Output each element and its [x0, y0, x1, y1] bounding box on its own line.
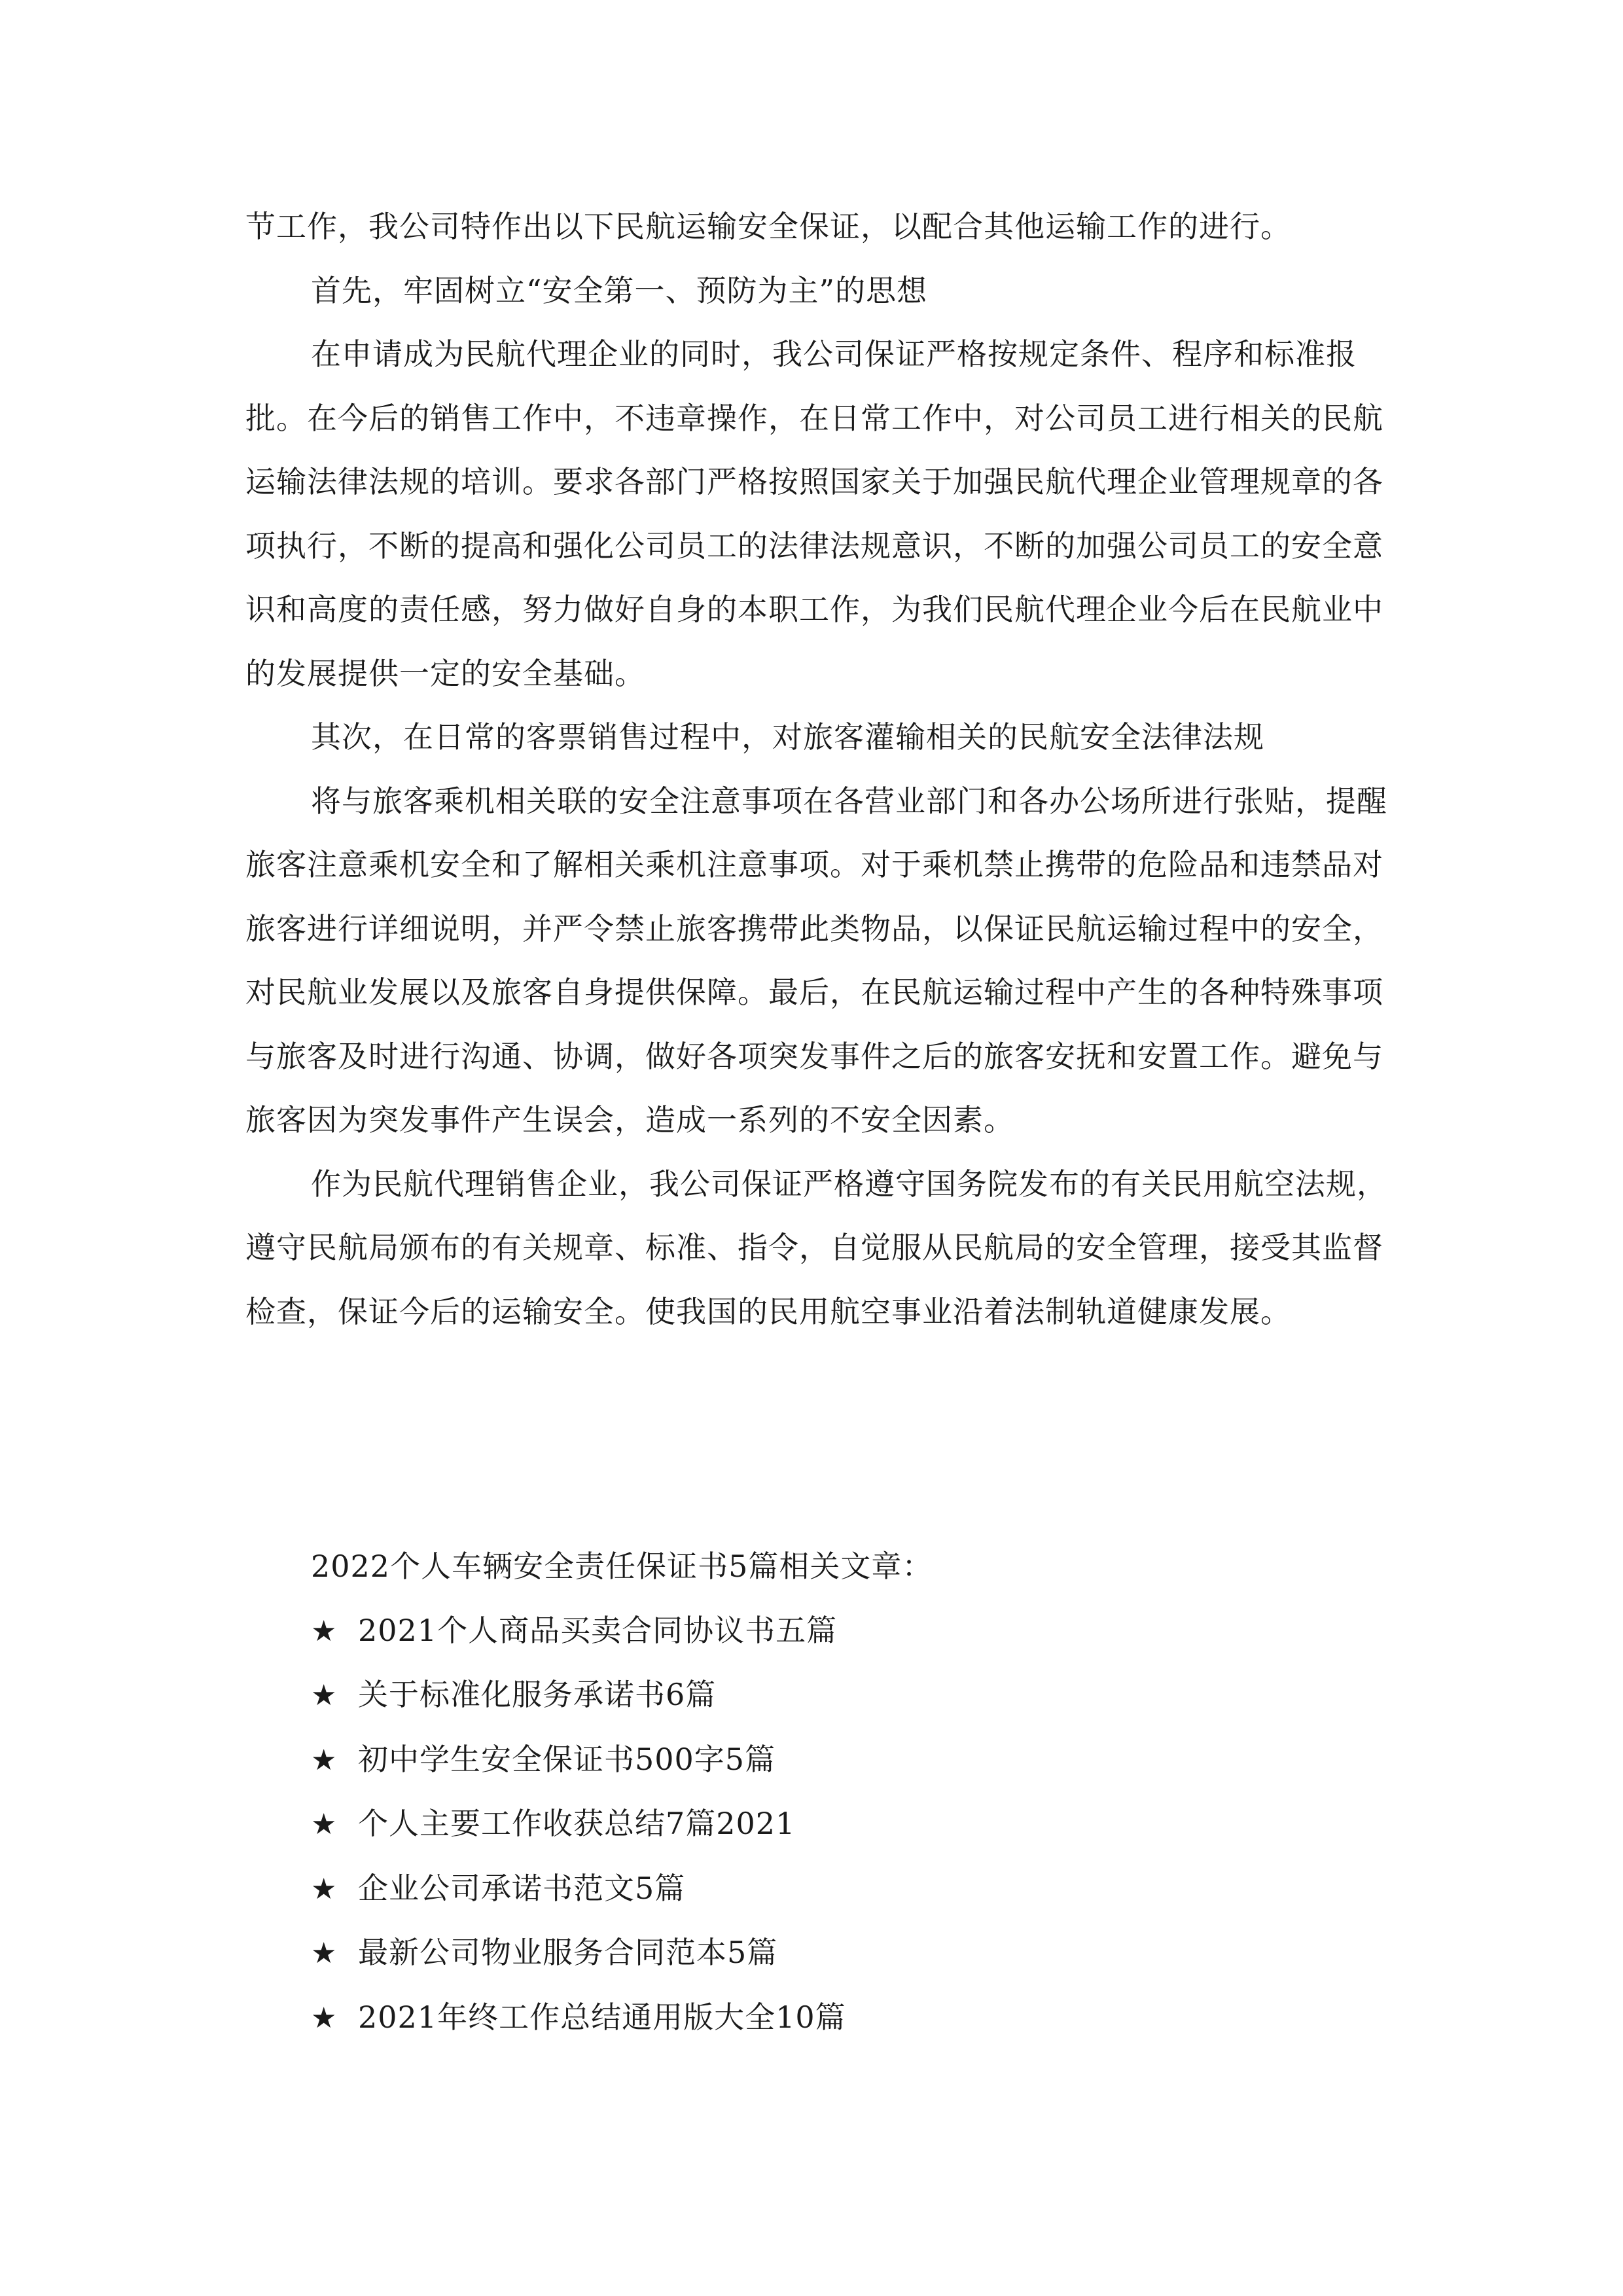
star-icon: ★ — [311, 1808, 338, 1841]
related-article-link[interactable] — [311, 1857, 1358, 1922]
paragraph: 在申请成为民航代理企业的同时，我公司保证严格按规定条件、程序和标准报批。在今后的销售工作中，不违章操作，在日常工作中，对公司员工进行相关的民航运输法律法规的培训。要求各部门严格按照国家关于加强民航代理企业管理规章的各项执行，不断的提高和强化公司员工的法律法规意识，不断的加强公司员工的安全意识和高度的责任感，努力做好自身的本职工作，为我们民航代理企业今后在民航业中的发展提供一定的安全基础。 — [245, 336, 1383, 691]
related-article-title: 企业公司承诺书范文5篇 — [358, 1870, 686, 1906]
related-article-title: 2021年终工作总结通用版大全10篇 — [358, 1999, 846, 2035]
star-icon: ★ — [311, 1872, 338, 1906]
related-article-link[interactable] — [311, 1599, 1358, 1664]
related-articles-title: 2022个人车辆安全责任保证书5篇相关文章： — [311, 1549, 933, 1584]
related-article-link[interactable] — [311, 1663, 1358, 1728]
star-icon: ★ — [311, 1937, 338, 1970]
star-icon: ★ — [311, 1679, 338, 1712]
related-article-link[interactable] — [311, 1921, 1358, 1986]
related-article-title: 个人主要工作收获总结7篇2021 — [358, 1806, 796, 1841]
related-article-title: 最新公司物业服务合同范本5篇 — [358, 1935, 778, 1970]
star-icon: ★ — [311, 1614, 338, 1648]
article-body — [245, 195, 1388, 1344]
star-icon: ★ — [311, 1743, 338, 1777]
paragraph: 作为民航代理销售企业，我公司保证严格遵守国务院发布的有关民用航空法规，遵守民航局颁布的有关规章、标准、指令，自觉服从民航局的安全管理，接受其监督检查，保证今后的运输安全。使我国的民用航空事业沿着法制轨道健康发展。 — [245, 1166, 1387, 1329]
related-article-title: 初中学生安全保证书500字5篇 — [358, 1741, 776, 1777]
related-article-link[interactable] — [311, 1728, 1358, 1793]
related-article-title: 关于标准化服务承诺书6篇 — [358, 1677, 717, 1712]
paragraph-continuation: 节工作，我公司特作出以下民航运输安全保证，以配合其他运输工作的进行。 — [245, 209, 1291, 244]
paragraph: 将与旅客乘机相关联的安全注意事项在各营业部门和各办公场所进行张贴，提醒旅客注意乘机安全和了解相关乘机注意事项。对于乘机禁止携带的危险品和违禁品对旅客进行详细说明，并严令禁止旅客携带此类物品，以保证民航运输过程中的安全，对民航业发展以及旅客自身提供保障。最后，在民航运输过程中产生的各种特殊事项与旅客及时进行沟通、协调，做好各项突发事件之后的旅客安抚和安置工作。避免与旅客因为突发事件产生误会，造成一系列的不安全因素。 — [245, 783, 1387, 1138]
related-articles-list — [311, 1599, 1358, 2051]
related-article-link[interactable] — [311, 1986, 1358, 2051]
related-article-title: 2021个人商品买卖合同协议书五篇 — [358, 1612, 838, 1648]
star-icon: ★ — [311, 2001, 338, 2035]
related-articles — [311, 1535, 1358, 2050]
related-article-link[interactable] — [311, 1792, 1358, 1857]
section-heading-first: 首先，牢固树立“安全第一、预防为主”的思想 — [311, 272, 928, 308]
section-heading-second: 其次，在日常的客票销售过程中，对旅客灌输相关的民航安全法律法规 — [311, 719, 1264, 755]
